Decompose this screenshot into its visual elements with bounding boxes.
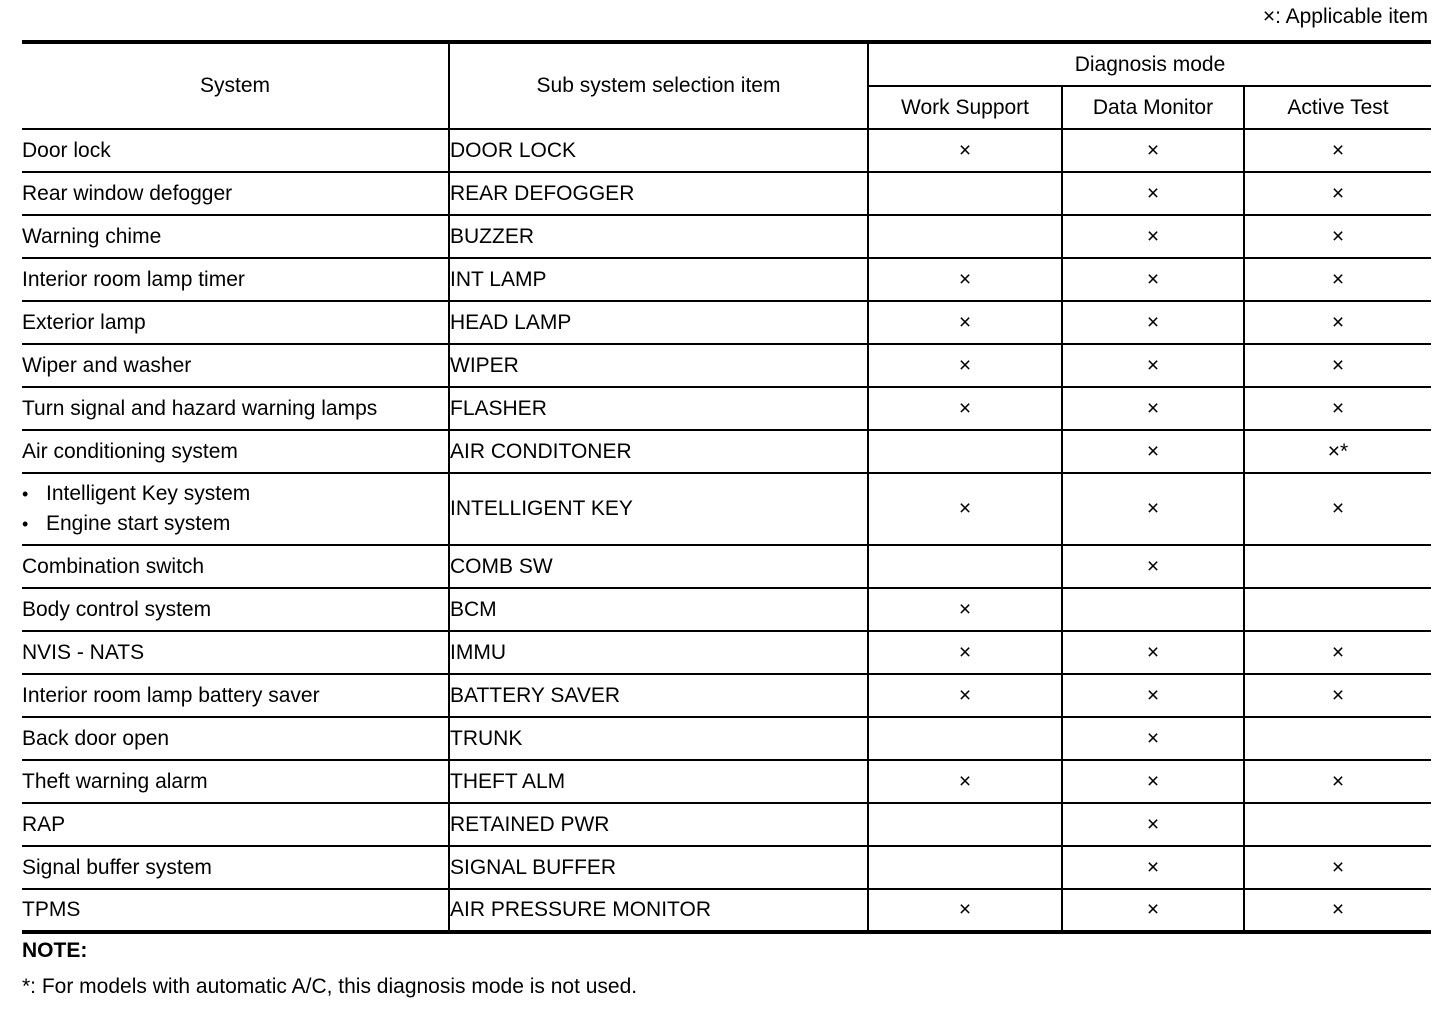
- data-monitor-mark: [1062, 588, 1244, 631]
- system-cell: TPMS: [22, 889, 449, 932]
- work-support-mark: [868, 846, 1062, 889]
- work-support-mark: ×: [868, 301, 1062, 344]
- active-test-mark: [1244, 803, 1431, 846]
- table-body: [22, 129, 1431, 932]
- table-row: [22, 545, 1431, 588]
- data-monitor-mark: ×: [1062, 760, 1244, 803]
- data-monitor-mark: ×: [1062, 631, 1244, 674]
- system-cell: RAP: [22, 803, 449, 846]
- sub-system-cell: IMMU: [449, 631, 868, 674]
- work-support-mark: ×: [868, 889, 1062, 932]
- active-test-mark: ×: [1244, 344, 1431, 387]
- table-row: [22, 717, 1431, 760]
- active-test-mark: ×: [1244, 129, 1431, 172]
- active-test-mark: ×: [1244, 258, 1431, 301]
- table-row: [22, 473, 1431, 545]
- active-test-mark: ×: [1244, 889, 1431, 932]
- active-test-mark: ×: [1244, 631, 1431, 674]
- system-cell: [22, 473, 449, 545]
- active-test-mark: ×: [1244, 215, 1431, 258]
- data-monitor-mark: ×: [1062, 344, 1244, 387]
- sub-system-cell: BCM: [449, 588, 868, 631]
- work-support-mark: ×: [868, 473, 1062, 545]
- data-monitor-mark: ×: [1062, 473, 1244, 545]
- sub-system-cell: THEFT ALM: [449, 760, 868, 803]
- data-monitor-mark: ×: [1062, 301, 1244, 344]
- data-monitor-mark: ×: [1062, 889, 1244, 932]
- header-sub-system: Sub system selection item: [449, 42, 868, 129]
- work-support-mark: [868, 215, 1062, 258]
- work-support-mark: [868, 717, 1062, 760]
- sub-system-cell: AIR PRESSURE MONITOR: [449, 889, 868, 932]
- active-test-mark: ×*: [1244, 430, 1431, 473]
- system-cell: Exterior lamp: [22, 301, 449, 344]
- active-test-mark: [1244, 717, 1431, 760]
- note-title: NOTE:: [22, 939, 88, 962]
- table-row: [22, 215, 1431, 258]
- header-diagnosis-mode: Diagnosis mode: [868, 42, 1431, 86]
- active-test-mark: ×: [1244, 473, 1431, 545]
- active-test-mark: [1244, 588, 1431, 631]
- system-cell: Interior room lamp timer: [22, 258, 449, 301]
- data-monitor-mark: ×: [1062, 258, 1244, 301]
- header-row: [22, 42, 1431, 86]
- header-work-support: Work Support: [868, 86, 1062, 129]
- active-test-mark: ×: [1244, 301, 1431, 344]
- table-row: [22, 674, 1431, 717]
- table-header: [22, 42, 1431, 129]
- table-row: [22, 588, 1431, 631]
- data-monitor-mark: ×: [1062, 545, 1244, 588]
- data-monitor-mark: ×: [1062, 846, 1244, 889]
- system-cell: Signal buffer system: [22, 846, 449, 889]
- work-support-mark: ×: [868, 387, 1062, 430]
- work-support-mark: [868, 172, 1062, 215]
- table-row: [22, 846, 1431, 889]
- work-support-mark: [868, 803, 1062, 846]
- diagnosis-table: [22, 40, 1431, 934]
- sub-system-cell: HEAD LAMP: [449, 301, 868, 344]
- bullet-item: • Engine start system: [22, 509, 448, 539]
- sub-system-cell: WIPER: [449, 344, 868, 387]
- table-row: [22, 301, 1431, 344]
- note-text: *: For models with automatic A/C, this diagnosis mode is not used.: [22, 975, 638, 998]
- system-cell: Turn signal and hazard warning lamps: [22, 387, 449, 430]
- active-test-mark: ×: [1244, 172, 1431, 215]
- table-row: [22, 803, 1431, 846]
- table-row: [22, 344, 1431, 387]
- data-monitor-mark: ×: [1062, 129, 1244, 172]
- table-row: [22, 387, 1431, 430]
- work-support-mark: ×: [868, 344, 1062, 387]
- sub-system-cell: INT LAMP: [449, 258, 868, 301]
- work-support-mark: ×: [868, 588, 1062, 631]
- work-support-mark: ×: [868, 760, 1062, 803]
- data-monitor-mark: ×: [1062, 430, 1244, 473]
- system-cell: Body control system: [22, 588, 449, 631]
- bullet-item: • Intelligent Key system: [22, 479, 448, 509]
- system-bullet-list: [22, 479, 448, 539]
- header-data-monitor: Data Monitor: [1062, 86, 1244, 129]
- work-support-mark: ×: [868, 129, 1062, 172]
- header-active-test: Active Test: [1244, 86, 1431, 129]
- table-row: [22, 889, 1431, 932]
- system-cell: Theft warning alarm: [22, 760, 449, 803]
- work-support-mark: ×: [868, 258, 1062, 301]
- table-row: [22, 430, 1431, 473]
- system-cell: Door lock: [22, 129, 449, 172]
- table-row: [22, 129, 1431, 172]
- sub-system-cell: AIR CONDITONER: [449, 430, 868, 473]
- table-row: [22, 258, 1431, 301]
- legend-text: ×: Applicable item: [1262, 5, 1428, 28]
- system-cell: Back door open: [22, 717, 449, 760]
- active-test-mark: ×: [1244, 760, 1431, 803]
- data-monitor-mark: ×: [1062, 674, 1244, 717]
- table-row: [22, 760, 1431, 803]
- system-cell: Combination switch: [22, 545, 449, 588]
- work-support-mark: [868, 430, 1062, 473]
- active-test-mark: [1244, 545, 1431, 588]
- data-monitor-mark: ×: [1062, 717, 1244, 760]
- sub-system-cell: SIGNAL BUFFER: [449, 846, 868, 889]
- sub-system-cell: DOOR LOCK: [449, 129, 868, 172]
- data-monitor-mark: ×: [1062, 215, 1244, 258]
- data-monitor-mark: ×: [1062, 172, 1244, 215]
- data-monitor-mark: ×: [1062, 803, 1244, 846]
- system-cell: Air conditioning system: [22, 430, 449, 473]
- active-test-mark: ×: [1244, 846, 1431, 889]
- work-support-mark: ×: [868, 631, 1062, 674]
- work-support-mark: ×: [868, 674, 1062, 717]
- system-cell: Wiper and washer: [22, 344, 449, 387]
- header-system: System: [22, 42, 449, 129]
- sub-system-cell: RETAINED PWR: [449, 803, 868, 846]
- sub-system-cell: BATTERY SAVER: [449, 674, 868, 717]
- system-cell: Rear window defogger: [22, 172, 449, 215]
- system-cell: NVIS - NATS: [22, 631, 449, 674]
- system-cell: Interior room lamp battery saver: [22, 674, 449, 717]
- work-support-mark: [868, 545, 1062, 588]
- sub-system-cell: BUZZER: [449, 215, 868, 258]
- sub-system-cell: REAR DEFOGGER: [449, 172, 868, 215]
- table-row: [22, 172, 1431, 215]
- data-monitor-mark: ×: [1062, 387, 1244, 430]
- system-cell: Warning chime: [22, 215, 449, 258]
- table-row: [22, 631, 1431, 674]
- active-test-mark: ×: [1244, 674, 1431, 717]
- sub-system-cell: FLASHER: [449, 387, 868, 430]
- active-test-mark: ×: [1244, 387, 1431, 430]
- sub-system-cell: TRUNK: [449, 717, 868, 760]
- sub-system-cell: INTELLIGENT KEY: [449, 473, 868, 545]
- sub-system-cell: COMB SW: [449, 545, 868, 588]
